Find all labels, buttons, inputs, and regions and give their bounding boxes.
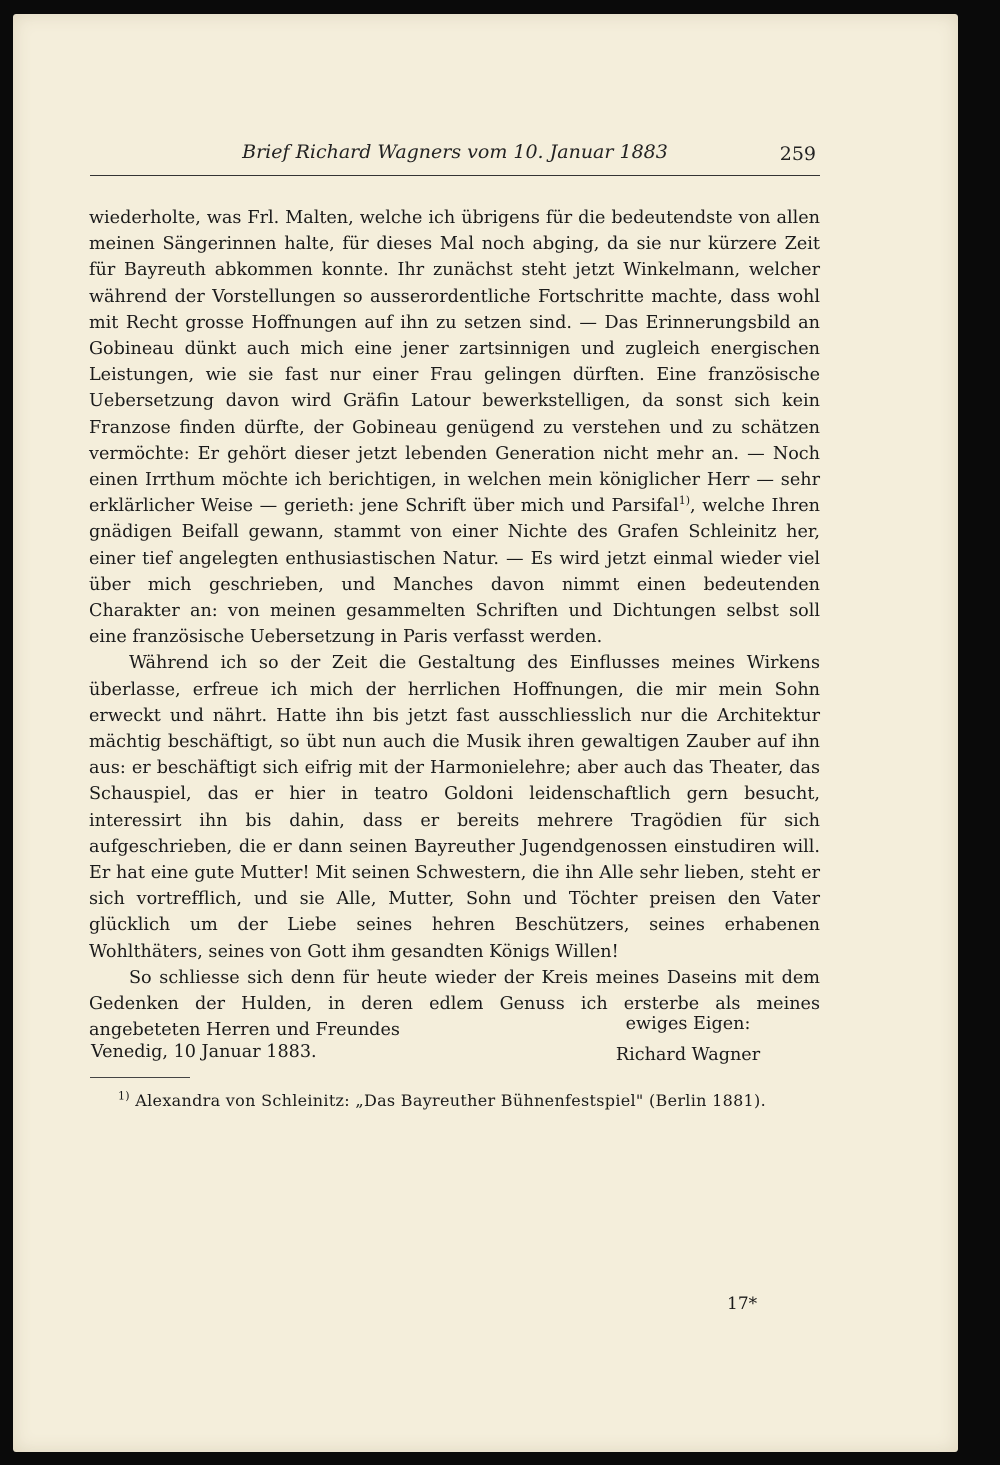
footnote-marker: 1)	[118, 1089, 130, 1103]
footnote-text: Alexandra von Schleinitz: „Das Bayreuther Bühnenfestspiel" (Berlin 1881).	[135, 1091, 766, 1110]
page-number: 259	[779, 143, 816, 165]
footnote-rule	[90, 1077, 190, 1078]
closing-formula: ewiges Eigen:	[625, 1014, 751, 1034]
signature: Richard Wagner	[615, 1045, 761, 1065]
book-page	[13, 14, 958, 1452]
paragraph-1-text-a: wiederholte, was Frl. Malten, welche ich übrigens für die bedeutendste von allen meinen Sängerinnen halte, für dieses Mal noch abging, da sie nur kürzere Zeit für Bayreuth abkommen konnte. Ihr zunächst steht jetzt Winkelmann, welcher während der Vorstellungen so ausserordentliche Fortschritte machte, dass wohl mit Recht grosse Hoffnungen auf ihn zu setzen sind. — Das Erinnerungsbild an Gobineau dünkt auch mich eine jener zartsinnigen und zugleich energischen Leistungen, wie sie fast nur einer Frau gelingen dürften. Eine französische Uebersetzung davon wird Gräfin Latour bewerkstelligen, da sonst sich kein Franzose finden dürfte, der Gobineau genügend zu verstehen und zu schätzen vermöchte: Er gehört dieser jetzt lebenden Generation nicht mehr an. — Noch einen Irrthum möchte ich berichtigen, in welchen mein königlicher Herr — sehr erklärlicher Weise — gerieth: jene Schrift über mich und Parsifal	[89, 208, 820, 517]
running-header	[90, 139, 820, 176]
signature-mark: 17*	[727, 1294, 758, 1314]
footnote-reference: 1)	[678, 494, 690, 508]
paragraph-2: Während ich so der Zeit die Gestaltung des Einflusses meines Wirkens überlasse, erfreue ich mich der herrlichen Hoffnungen, die mir mein Sohn erweckt und nährt. Hatte ihn bis jetzt fast ausschliesslich nur die Architektur mächtig beschäftigt, so übt nun auch die Musik ihren gewaltigen Zauber auf ihn aus: er beschäftigt sich eifrig mit der Harmonielehre; aber auch das Theater, das Schauspiel, das er hier in teatro Goldoni leidenschaftlich gern besucht, interessirt ihn bis dahin, dass er bereits mehrere Tragödien für sich aufgeschrieben, die er dann seinen Bayreuther Jugendgenossen einstudiren will. Er hat eine gute Mutter! Mit seinen Schwestern, die ihn Alle sehr lieben, steht er sich vortrefflich, und sie Alle, Mutter, Sohn und Töchter preisen den Vater glücklich um der Liebe seines hehren Beschützers, seines erhabenen Wohlthäters, seines von Gott ihm gesandten Königs Willen!	[89, 653, 820, 962]
footnote	[118, 1091, 818, 1110]
paragraph-1	[89, 205, 820, 650]
paragraph-1-text-b: , welche Ihren gnädigen Beifall gewann, stammt von einer Nichte des Grafen Schleinitz her, einer tief angelegten enthusiastischen Natur. — Es wird jetzt einmal wieder viel über mich geschrieben, und Manches davon nimmt einen bedeutenden Charakter an: von meinen gesammelten Schriften und Dichtungen selbst soll eine französische Uebersetzung in Paris verfasst werden.	[89, 496, 820, 648]
running-title: Brief Richard Wagners vom 10. Januar 1883	[242, 141, 668, 163]
place-and-date: Venedig, 10 Januar 1883.	[91, 1042, 317, 1062]
letter-body	[89, 205, 820, 1044]
paragraph-3: So schliesse sich denn für heute wieder der Kreis meines Daseins mit dem Gedenken der Hulden, in deren edlem Genuss ich ersterbe als meines angebeteten Herren und Freundes	[89, 967, 820, 1041]
